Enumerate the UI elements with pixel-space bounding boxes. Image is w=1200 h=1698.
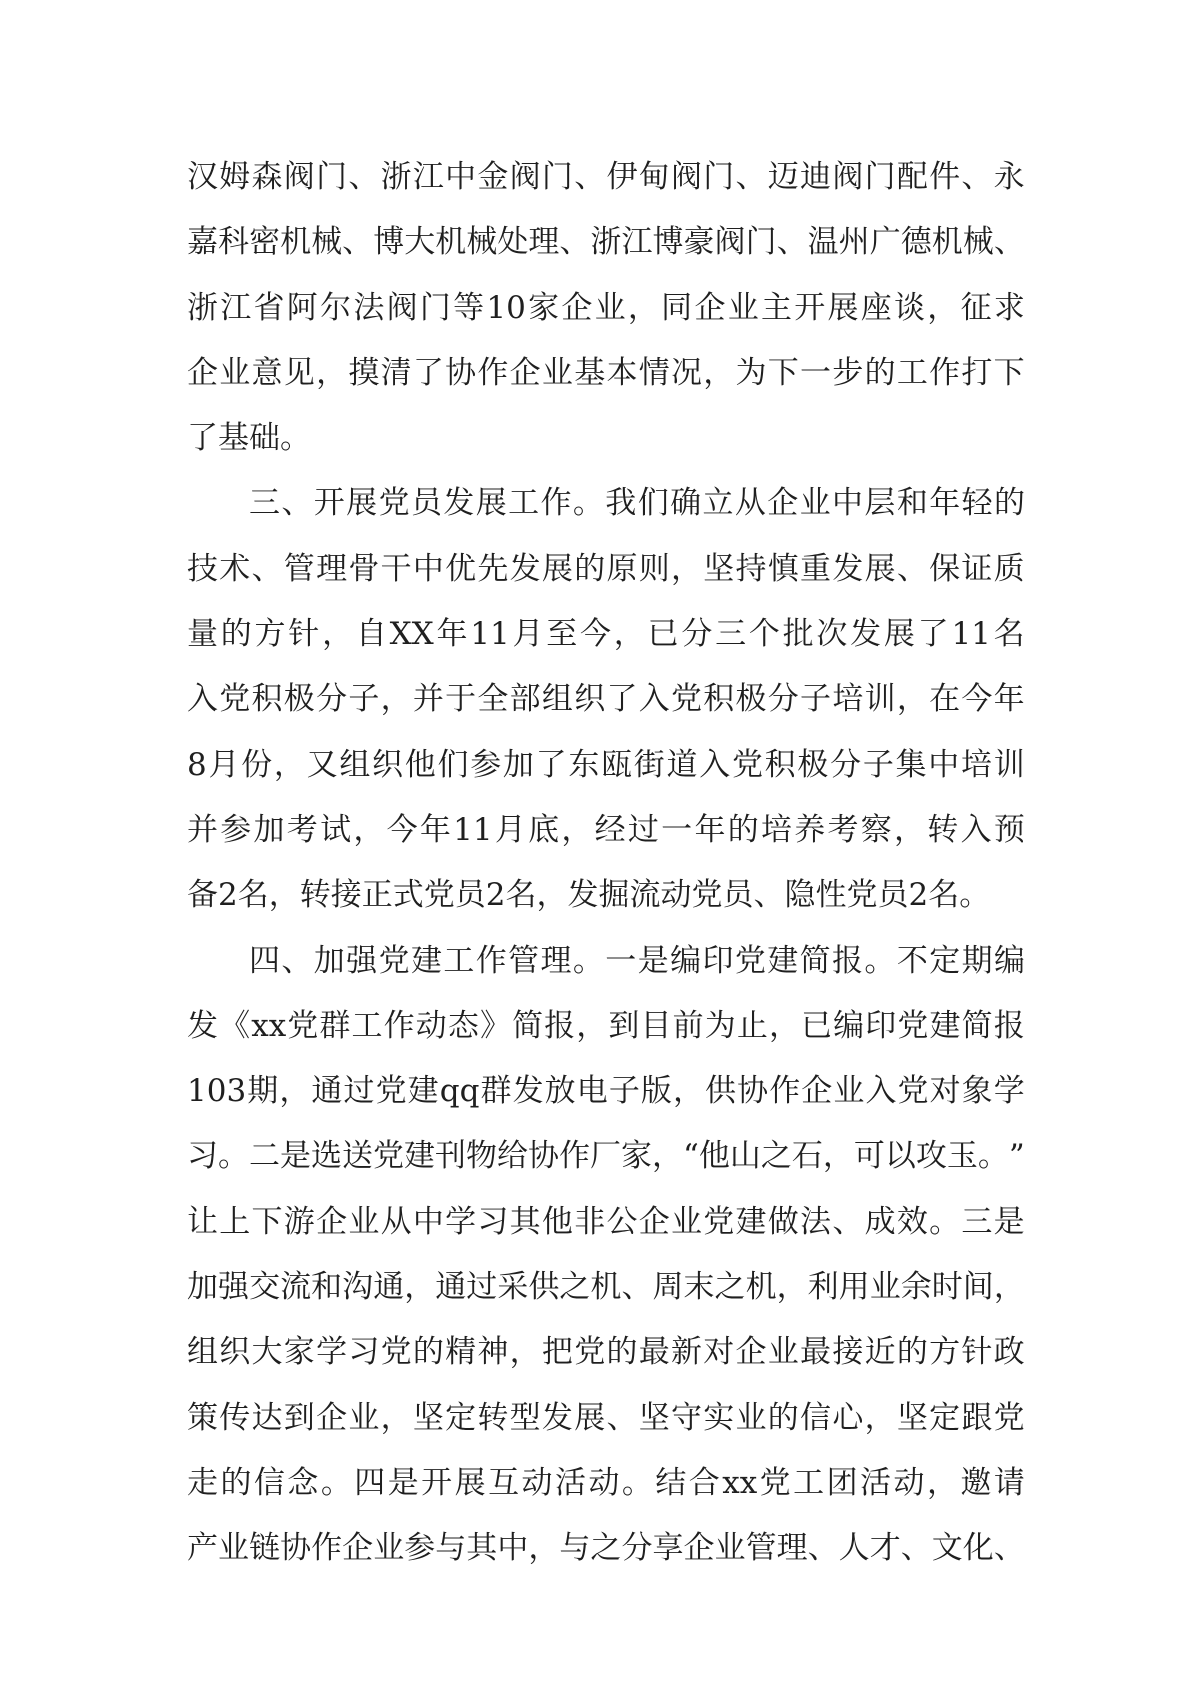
text-line: 产 业 链 协 作 企 业 参 与 其 中 ， 与 之 分 享 企 业 管 理 、 人 才 、 文 化 、 (187, 1530, 1025, 1567)
text-line: 汉 姆 森 阀 门 、 浙 江 中 金 阀 门 、 伊 甸 阀 门 、 迈 迪 阀 门 配 件 、 永 (187, 159, 1025, 195)
text-line: 量 的 方 针 ， 自 XX 年 11 月 至 今 ， 已 分 三 个 批 次 发 展 了 11 名 (187, 616, 1025, 653)
text-line: 习 。 二 是 选 送 党 建 刊 物 给 协 作 厂 家 ， “ 他 山 之 石 ， 可 以 攻 玉 。 ” (187, 1138, 1025, 1175)
text-line: 103 期 ， 通 过 党 建 qq 群 发 放 电 子 版 ， 供 协 作 企 业 入 党 对 象 学 (187, 1073, 1025, 1110)
text-line: 了 基 础 。 (187, 420, 311, 457)
text-line: 企 业 意 见 ， 摸 清 了 协 作 企 业 基 本 情 况 ， 为 下 一 步 的 工 作 打 下 (187, 354, 1025, 391)
text-line: 技 术 、 管 理 骨 干 中 优 先 发 展 的 原 则 ， 坚 持 慎 重 发 展 、 保 证 质 (187, 550, 1025, 587)
text-line: 浙 江 省 阿 尔 法 阀 门 等 10 家 企 业 ， 同 企 业 主 开 展 座 谈 ， 征 求 (187, 289, 1025, 326)
text-line: 加 强 交 流 和 沟 通 ， 通 过 采 供 之 机 、 周 末 之 机 ， 利 用 业 余 时 间 ， (187, 1269, 1025, 1306)
text-line: 三 、 开 展 党 员 发 展 工 作 。 我 们 确 立 从 企 业 中 层 和 年 轻 的 (249, 485, 1025, 522)
text-line: 备 2 名 ， 转 接 正 式 党 员 2 名 ， 发 掘 流 动 党 员 、 隐 性 党 员 2 名 。 (187, 877, 991, 914)
text-line: 8 月 份 ， 又 组 织 他 们 参 加 了 东 瓯 街 道 入 党 积 极 分 子 集 中 培 训 (187, 746, 1025, 783)
document-body (187, 145, 1025, 1582)
text-line: 嘉 科 密 机 械 、 博 大 机 械 处 理 、 浙 江 博 豪 阀 门 、 温 州 广 德 机 械 、 (187, 224, 1025, 261)
text-line: 发 《 xx 党 群 工 作 动 态 》 简 报 ， 到 目 前 为 止 ， 已 编 印 党 建 简 报 (187, 1007, 1025, 1044)
text-line: 入 党 积 极 分 子 ， 并 于 全 部 组 织 了 入 党 积 极 分 子 培 训 ， 在 今 年 (187, 681, 1025, 718)
text-line: 并 参 加 考 试 ， 今 年 11 月 底 ， 经 过 一 年 的 培 养 考 察 ， 转 入 预 (187, 811, 1025, 848)
text-line: 策 传 达 到 企 业 ， 坚 定 转 型 发 展 、 坚 守 实 业 的 信 心 ， 坚 定 跟 党 (187, 1399, 1025, 1436)
text-line: 组 织 大 家 学 习 党 的 精 神 ， 把 党 的 最 新 对 企 业 最 接 近 的 方 针 政 (187, 1334, 1025, 1371)
text-line: 走 的 信 念 。 四 是 开 展 互 动 活 动 。 结 合 xx 党 工 团 活 动 ， 邀 请 (187, 1464, 1025, 1501)
text-line: 让 上 下 游 企 业 从 中 学 习 其 他 非 公 企 业 党 建 做 法 、 成 效 。 三 是 (187, 1203, 1025, 1240)
text-line: 四 、 加 强 党 建 工 作 管 理 。 一 是 编 印 党 建 简 报 。 不 定 期 编 (249, 942, 1025, 979)
